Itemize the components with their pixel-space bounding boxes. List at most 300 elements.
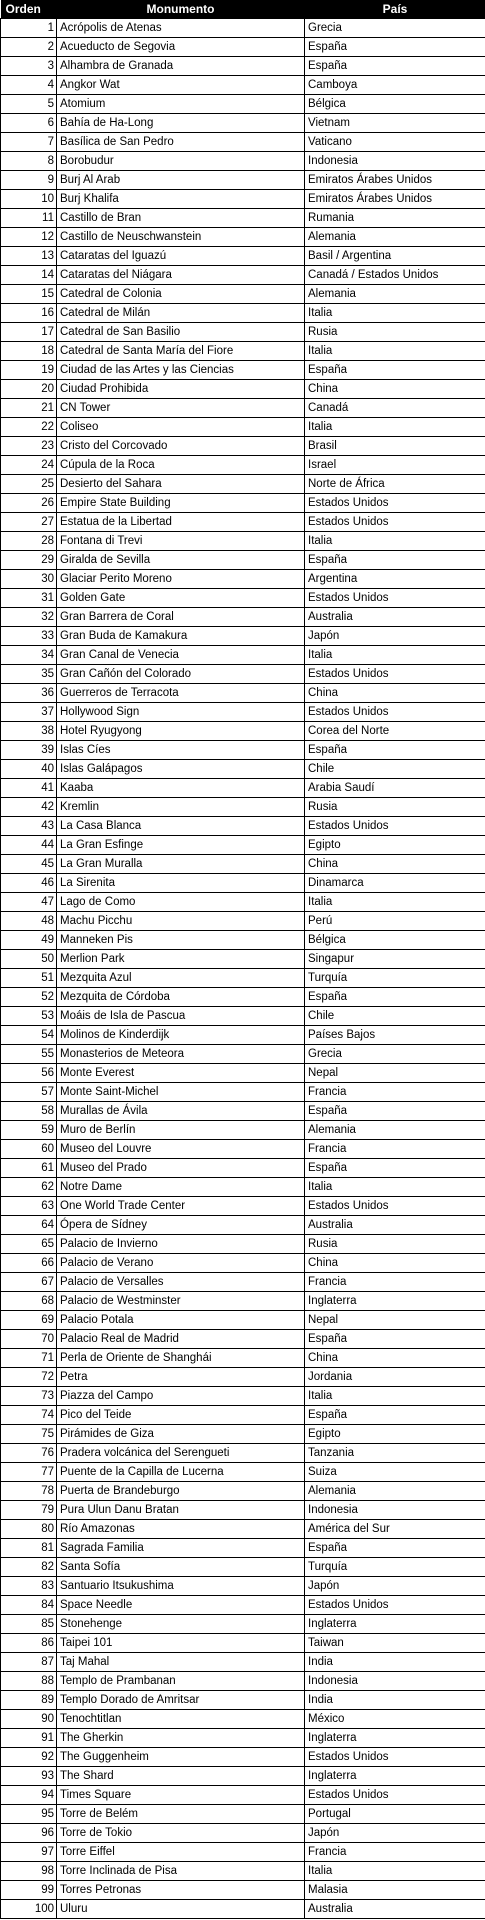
- monumento-cell: La Sirenita: [57, 874, 305, 893]
- table-row: [1, 399, 485, 418]
- pais-cell: India: [305, 1691, 485, 1710]
- monumento-cell: Torre de Tokio: [57, 1824, 305, 1843]
- monumento-cell: Taj Mahal: [57, 1653, 305, 1672]
- orden-cell: 43: [1, 817, 57, 836]
- table-row: [1, 513, 485, 532]
- monumento-cell: One World Trade Center: [57, 1197, 305, 1216]
- monumento-cell: Castillo de Bran: [57, 209, 305, 228]
- orden-cell: 23: [1, 437, 57, 456]
- orden-cell: 82: [1, 1558, 57, 1577]
- table-row: [1, 323, 485, 342]
- pais-cell: Italia: [305, 646, 485, 665]
- pais-cell: Canadá / Estados Unidos: [305, 266, 485, 285]
- pais-cell: Emiratos Árabes Unidos: [305, 190, 485, 209]
- table-row: [1, 1653, 485, 1672]
- orden-cell: 5: [1, 95, 57, 114]
- monumento-cell: Gran Cañón del Colorado: [57, 665, 305, 684]
- orden-cell: 31: [1, 589, 57, 608]
- pais-cell: Estados Unidos: [305, 665, 485, 684]
- pais-cell: Grecia: [305, 19, 485, 38]
- orden-cell: 73: [1, 1387, 57, 1406]
- table-row: [1, 494, 485, 513]
- monumento-cell: Moáis de Isla de Pascua: [57, 1007, 305, 1026]
- table-row: [1, 684, 485, 703]
- table-row: [1, 114, 485, 133]
- pais-cell: China: [305, 1254, 485, 1273]
- pais-cell: Alemania: [305, 1482, 485, 1501]
- table-row: [1, 1007, 485, 1026]
- orden-cell: 38: [1, 722, 57, 741]
- orden-cell: 48: [1, 912, 57, 931]
- orden-cell: 75: [1, 1425, 57, 1444]
- pais-cell: Francia: [305, 1083, 485, 1102]
- orden-cell: 29: [1, 551, 57, 570]
- table-row: [1, 418, 485, 437]
- monumento-cell: Ciudad Prohibida: [57, 380, 305, 399]
- monumento-cell: Mezquita Azul: [57, 969, 305, 988]
- monumento-cell: Templo de Prambanan: [57, 1672, 305, 1691]
- pais-cell: Estados Unidos: [305, 1748, 485, 1767]
- orden-cell: 35: [1, 665, 57, 684]
- orden-cell: 14: [1, 266, 57, 285]
- orden-cell: 76: [1, 1444, 57, 1463]
- orden-cell: 15: [1, 285, 57, 304]
- orden-cell: 28: [1, 532, 57, 551]
- table-row: [1, 57, 485, 76]
- table-row: [1, 1881, 485, 1900]
- table-row: [1, 1140, 485, 1159]
- table-row: [1, 722, 485, 741]
- orden-cell: 55: [1, 1045, 57, 1064]
- pais-cell: Dinamarca: [305, 874, 485, 893]
- monumento-cell: Torre Eiffel: [57, 1843, 305, 1862]
- pais-cell: Francia: [305, 1140, 485, 1159]
- pais-cell: Corea del Norte: [305, 722, 485, 741]
- monumento-cell: Catedral de San Basilio: [57, 323, 305, 342]
- orden-cell: 6: [1, 114, 57, 133]
- header-row: [1, 0, 485, 19]
- monumento-cell: Estatua de la Libertad: [57, 513, 305, 532]
- orden-cell: 85: [1, 1615, 57, 1634]
- table-row: [1, 1216, 485, 1235]
- table-row: [1, 836, 485, 855]
- table-row: [1, 551, 485, 570]
- monumento-cell: Cúpula de la Roca: [57, 456, 305, 475]
- table-row: [1, 475, 485, 494]
- table-row: [1, 437, 485, 456]
- pais-cell: Italia: [305, 342, 485, 361]
- orden-cell: 27: [1, 513, 57, 532]
- table-row: [1, 1691, 485, 1710]
- orden-cell: 19: [1, 361, 57, 380]
- monumento-cell: Gran Canal de Venecia: [57, 646, 305, 665]
- pais-cell: Japón: [305, 1824, 485, 1843]
- orden-cell: 87: [1, 1653, 57, 1672]
- table-row: [1, 171, 485, 190]
- monumento-cell: Golden Gate: [57, 589, 305, 608]
- monumento-cell: Notre Dame: [57, 1178, 305, 1197]
- monumento-cell: Kremlin: [57, 798, 305, 817]
- orden-cell: 78: [1, 1482, 57, 1501]
- table-row: [1, 1672, 485, 1691]
- header-monumento: Monumento: [146, 2, 215, 16]
- monumento-cell: Islas Cíes: [57, 741, 305, 760]
- monumento-cell: Palacio Real de Madrid: [57, 1330, 305, 1349]
- pais-cell: Rusia: [305, 323, 485, 342]
- monumento-cell: Sagrada Familia: [57, 1539, 305, 1558]
- monumento-cell: Times Square: [57, 1786, 305, 1805]
- table-row: [1, 285, 485, 304]
- monumento-cell: Mezquita de Córdoba: [57, 988, 305, 1007]
- pais-cell: España: [305, 38, 485, 57]
- table-row: [1, 1254, 485, 1273]
- table-row: [1, 1520, 485, 1539]
- monumento-cell: Burj Al Arab: [57, 171, 305, 190]
- monumento-cell: La Casa Blanca: [57, 817, 305, 836]
- monumento-cell: CN Tower: [57, 399, 305, 418]
- monumento-cell: Stonehenge: [57, 1615, 305, 1634]
- pais-cell: Bélgica: [305, 931, 485, 950]
- pais-cell: Perú: [305, 912, 485, 931]
- table-row: [1, 741, 485, 760]
- table-row: [1, 361, 485, 380]
- monumento-cell: Hollywood Sign: [57, 703, 305, 722]
- monumento-cell: Glaciar Perito Moreno: [57, 570, 305, 589]
- monumento-cell: Muro de Berlín: [57, 1121, 305, 1140]
- table-row: [1, 1843, 485, 1862]
- table-row: [1, 1596, 485, 1615]
- monumento-cell: Atomium: [57, 95, 305, 114]
- pais-cell: España: [305, 1102, 485, 1121]
- pais-cell: Italia: [305, 1862, 485, 1881]
- pais-cell: Arabia Saudí: [305, 779, 485, 798]
- monumento-cell: Monte Everest: [57, 1064, 305, 1083]
- orden-cell: 7: [1, 133, 57, 152]
- table-row: [1, 1311, 485, 1330]
- pais-cell: Estados Unidos: [305, 1197, 485, 1216]
- orden-cell: 93: [1, 1767, 57, 1786]
- pais-cell: Estados Unidos: [305, 494, 485, 513]
- pais-cell: Italia: [305, 418, 485, 437]
- pais-cell: España: [305, 551, 485, 570]
- pais-cell: Alemania: [305, 228, 485, 247]
- table-row: [1, 570, 485, 589]
- monumento-cell: Merlion Park: [57, 950, 305, 969]
- table-row: [1, 1729, 485, 1748]
- table-row: [1, 779, 485, 798]
- orden-cell: 1: [1, 19, 57, 38]
- orden-cell: 67: [1, 1273, 57, 1292]
- monumento-cell: Palacio Potala: [57, 1311, 305, 1330]
- monumento-cell: Space Needle: [57, 1596, 305, 1615]
- monumento-cell: Gran Buda de Kamakura: [57, 627, 305, 646]
- monumento-cell: Islas Galápagos: [57, 760, 305, 779]
- table-body: [1, 19, 485, 1919]
- pais-cell: Alemania: [305, 1121, 485, 1140]
- table-row: [1, 893, 485, 912]
- orden-cell: 99: [1, 1881, 57, 1900]
- orden-cell: 46: [1, 874, 57, 893]
- orden-cell: 12: [1, 228, 57, 247]
- orden-cell: 20: [1, 380, 57, 399]
- monumento-cell: Coliseo: [57, 418, 305, 437]
- monumento-cell: Borobudur: [57, 152, 305, 171]
- orden-cell: 90: [1, 1710, 57, 1729]
- table-row: [1, 247, 485, 266]
- pais-cell: Estados Unidos: [305, 817, 485, 836]
- pais-cell: China: [305, 855, 485, 874]
- monumento-cell: Uluru: [57, 1900, 305, 1919]
- table-row: [1, 228, 485, 247]
- orden-cell: 58: [1, 1102, 57, 1121]
- pais-cell: Chile: [305, 760, 485, 779]
- table-row: [1, 1900, 485, 1919]
- orden-cell: 89: [1, 1691, 57, 1710]
- orden-cell: 2: [1, 38, 57, 57]
- table-row: [1, 76, 485, 95]
- orden-cell: 36: [1, 684, 57, 703]
- table-row: [1, 1482, 485, 1501]
- pais-cell: Australia: [305, 1900, 485, 1919]
- monumento-cell: The Gherkin: [57, 1729, 305, 1748]
- monumento-cell: Tenochtitlan: [57, 1710, 305, 1729]
- pais-cell: Japón: [305, 627, 485, 646]
- pais-cell: Emiratos Árabes Unidos: [305, 171, 485, 190]
- table-row: [1, 1425, 485, 1444]
- pais-cell: Portugal: [305, 1805, 485, 1824]
- monumento-cell: Torre de Belém: [57, 1805, 305, 1824]
- pais-cell: Países Bajos: [305, 1026, 485, 1045]
- table-row: [1, 1349, 485, 1368]
- monumento-cell: The Shard: [57, 1767, 305, 1786]
- table-row: [1, 703, 485, 722]
- monumento-cell: Gran Barrera de Coral: [57, 608, 305, 627]
- table-row: [1, 1178, 485, 1197]
- table-row: [1, 1463, 485, 1482]
- table-row: [1, 152, 485, 171]
- orden-cell: 74: [1, 1406, 57, 1425]
- orden-cell: 37: [1, 703, 57, 722]
- monumento-cell: Museo del Prado: [57, 1159, 305, 1178]
- table-row: [1, 38, 485, 57]
- monumento-cell: Machu Picchu: [57, 912, 305, 931]
- table-row: [1, 1615, 485, 1634]
- pais-cell: Israel: [305, 456, 485, 475]
- pais-cell: China: [305, 1349, 485, 1368]
- monumento-cell: Giralda de Sevilla: [57, 551, 305, 570]
- orden-cell: 100: [1, 1900, 57, 1919]
- monumento-cell: Catedral de Santa María del Fiore: [57, 342, 305, 361]
- monumento-cell: Hotel Ryugyong: [57, 722, 305, 741]
- orden-cell: 10: [1, 190, 57, 209]
- monumento-cell: Basílica de San Pedro: [57, 133, 305, 152]
- table-row: [1, 1026, 485, 1045]
- table-row: [1, 1083, 485, 1102]
- pais-cell: España: [305, 361, 485, 380]
- orden-cell: 97: [1, 1843, 57, 1862]
- pais-cell: Norte de África: [305, 475, 485, 494]
- table-row: [1, 1330, 485, 1349]
- table-row: [1, 1102, 485, 1121]
- monumento-cell: Desierto del Sahara: [57, 475, 305, 494]
- pais-cell: Estados Unidos: [305, 513, 485, 532]
- table-row: [1, 1710, 485, 1729]
- pais-cell: Francia: [305, 1843, 485, 1862]
- monumento-cell: Ópera de Sídney: [57, 1216, 305, 1235]
- monumento-cell: Palacio de Westminster: [57, 1292, 305, 1311]
- pais-cell: Rusia: [305, 798, 485, 817]
- orden-cell: 86: [1, 1634, 57, 1653]
- pais-cell: España: [305, 988, 485, 1007]
- orden-cell: 77: [1, 1463, 57, 1482]
- orden-cell: 17: [1, 323, 57, 342]
- monumento-cell: Torre Inclinada de Pisa: [57, 1862, 305, 1881]
- pais-cell: Indonesia: [305, 1672, 485, 1691]
- monumento-cell: Kaaba: [57, 779, 305, 798]
- orden-cell: 30: [1, 570, 57, 589]
- table-row: [1, 19, 485, 38]
- orden-cell: 52: [1, 988, 57, 1007]
- orden-cell: 69: [1, 1311, 57, 1330]
- monumento-cell: Cristo del Corcovado: [57, 437, 305, 456]
- monumento-cell: Museo del Louvre: [57, 1140, 305, 1159]
- pais-cell: Singapur: [305, 950, 485, 969]
- orden-cell: 45: [1, 855, 57, 874]
- orden-cell: 88: [1, 1672, 57, 1691]
- pais-cell: China: [305, 380, 485, 399]
- table-row: [1, 1159, 485, 1178]
- table-row: [1, 209, 485, 228]
- monumento-cell: Acueducto de Segovia: [57, 38, 305, 57]
- monumento-cell: La Gran Muralla: [57, 855, 305, 874]
- pais-cell: Camboya: [305, 76, 485, 95]
- pais-cell: Italia: [305, 1387, 485, 1406]
- orden-cell: 65: [1, 1235, 57, 1254]
- pais-cell: Australia: [305, 608, 485, 627]
- table-row: [1, 1862, 485, 1881]
- pais-cell: Argentina: [305, 570, 485, 589]
- pais-cell: Estados Unidos: [305, 589, 485, 608]
- monumento-cell: Palacio de Invierno: [57, 1235, 305, 1254]
- table-row: [1, 133, 485, 152]
- pais-cell: Indonesia: [305, 1501, 485, 1520]
- orden-cell: 18: [1, 342, 57, 361]
- pais-cell: Brasil: [305, 437, 485, 456]
- monumento-cell: Perla de Oriente de Shanghái: [57, 1349, 305, 1368]
- orden-cell: 79: [1, 1501, 57, 1520]
- table-row: [1, 931, 485, 950]
- orden-cell: 21: [1, 399, 57, 418]
- orden-cell: 25: [1, 475, 57, 494]
- monumento-cell: Alhambra de Granada: [57, 57, 305, 76]
- orden-cell: 47: [1, 893, 57, 912]
- table-row: [1, 1292, 485, 1311]
- table-row: [1, 190, 485, 209]
- orden-cell: 68: [1, 1292, 57, 1311]
- pais-cell: Nepal: [305, 1311, 485, 1330]
- pais-cell: Alemania: [305, 285, 485, 304]
- monumento-cell: Fontana di Trevi: [57, 532, 305, 551]
- orden-cell: 4: [1, 76, 57, 95]
- orden-cell: 39: [1, 741, 57, 760]
- pais-cell: Vietnam: [305, 114, 485, 133]
- table-row: [1, 589, 485, 608]
- monumento-cell: Pico del Teide: [57, 1406, 305, 1425]
- pais-cell: América del Sur: [305, 1520, 485, 1539]
- pais-cell: Italia: [305, 532, 485, 551]
- pais-cell: España: [305, 57, 485, 76]
- pais-cell: Vaticano: [305, 133, 485, 152]
- orden-cell: 33: [1, 627, 57, 646]
- orden-cell: 11: [1, 209, 57, 228]
- orden-cell: 71: [1, 1349, 57, 1368]
- table-row: [1, 1235, 485, 1254]
- pais-cell: Estados Unidos: [305, 703, 485, 722]
- table-row: [1, 304, 485, 323]
- orden-cell: 8: [1, 152, 57, 171]
- pais-cell: Canadá: [305, 399, 485, 418]
- pais-cell: Basil / Argentina: [305, 247, 485, 266]
- pais-cell: Inglaterra: [305, 1615, 485, 1634]
- pais-cell: Turquía: [305, 969, 485, 988]
- monumento-cell: Torres Petronas: [57, 1881, 305, 1900]
- orden-cell: 53: [1, 1007, 57, 1026]
- table-row: [1, 1273, 485, 1292]
- pais-cell: Inglaterra: [305, 1729, 485, 1748]
- orden-cell: 57: [1, 1083, 57, 1102]
- monumento-cell: Monasterios de Meteora: [57, 1045, 305, 1064]
- orden-cell: 51: [1, 969, 57, 988]
- monumento-cell: Burj Khalifa: [57, 190, 305, 209]
- pais-cell: Grecia: [305, 1045, 485, 1064]
- pais-cell: España: [305, 741, 485, 760]
- orden-cell: 70: [1, 1330, 57, 1349]
- monumento-cell: Empire State Building: [57, 494, 305, 513]
- pais-cell: España: [305, 1406, 485, 1425]
- table-row: [1, 817, 485, 836]
- pais-cell: Rusia: [305, 1235, 485, 1254]
- orden-cell: 64: [1, 1216, 57, 1235]
- monumento-cell: La Gran Esfinge: [57, 836, 305, 855]
- table-row: [1, 1368, 485, 1387]
- table-row: [1, 1786, 485, 1805]
- orden-cell: 80: [1, 1520, 57, 1539]
- monumento-cell: Palacio de Versalles: [57, 1273, 305, 1292]
- orden-cell: 63: [1, 1197, 57, 1216]
- table-row: [1, 950, 485, 969]
- monumento-cell: Pradera volcánica del Serengueti: [57, 1444, 305, 1463]
- monumento-cell: Cataratas del Niágara: [57, 266, 305, 285]
- orden-cell: 61: [1, 1159, 57, 1178]
- table-row: [1, 1634, 485, 1653]
- monumento-cell: Catedral de Colonia: [57, 285, 305, 304]
- table-row: [1, 1064, 485, 1083]
- table-row: [1, 1121, 485, 1140]
- monumento-cell: Puente de la Capilla de Lucerna: [57, 1463, 305, 1482]
- table-row: [1, 266, 485, 285]
- monumento-cell: Ciudad de las Artes y las Ciencias: [57, 361, 305, 380]
- table-row: [1, 1387, 485, 1406]
- pais-cell: Turquía: [305, 1558, 485, 1577]
- table-row: [1, 342, 485, 361]
- orden-cell: 13: [1, 247, 57, 266]
- table-row: [1, 456, 485, 475]
- table-row: [1, 665, 485, 684]
- orden-cell: 26: [1, 494, 57, 513]
- pais-cell: Taiwan: [305, 1634, 485, 1653]
- pais-cell: Egipto: [305, 836, 485, 855]
- monumento-cell: Murallas de Ávila: [57, 1102, 305, 1121]
